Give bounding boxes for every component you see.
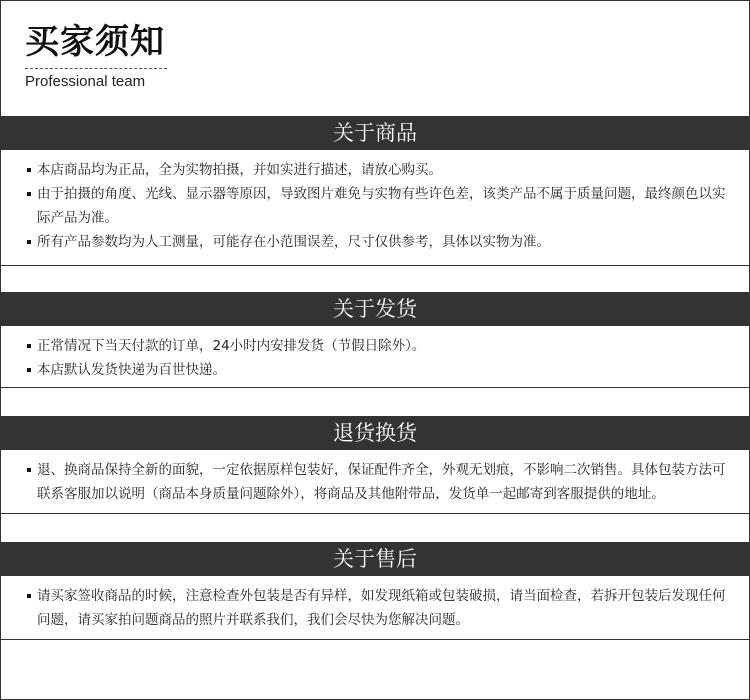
section-heading-product: 关于商品: [0, 116, 750, 150]
section-heading-shipping: 关于发货: [0, 292, 750, 326]
list-item: 由于拍摄的角度、光线、显示器等原因，导致图片难免与实物有些许色差，该类产品不属于质量问题，最终颜色以实际产品为准。: [27, 182, 727, 230]
list-item: 正常情况下当天付款的订单，24小时内安排发货（节假日除外）。: [27, 334, 727, 358]
section-aftersales: [0, 542, 750, 640]
section-body-returns: [0, 450, 750, 514]
list-item: 退、换商品保持全新的面貌，一定依据原样包装好，保证配件齐全，外观无划痕，不影响二次销售。具体包装方法可联系客服加以说明（商品本身质量问题除外），将商品及其他附带品，发货单一起邮寄到客服提供的地址。: [27, 458, 727, 506]
section-body-aftersales: [0, 576, 750, 640]
brand-subtitle: Professional team: [25, 73, 146, 90]
brand-title: 买家须知: [25, 22, 165, 62]
list-item: 本店默认发货快递为百世快递。: [27, 358, 727, 382]
section-body-shipping: [0, 326, 750, 388]
list-item: 本店商品均为正品，全为实物拍摄，并如实进行描述，请放心购买。: [27, 158, 727, 182]
brand-divider: [25, 68, 167, 69]
section-body-product: [0, 150, 750, 266]
brand-block: [25, 22, 185, 90]
list-item: 所有产品参数均为人工测量，可能存在小范围误差，尺寸仅供参考，具体以实物为准。: [27, 230, 727, 254]
section-heading-returns: 退货换货: [0, 416, 750, 450]
section-product: [0, 116, 750, 266]
list-item: 请买家签收商品的时候，注意检查外包装是否有异样，如发现纸箱或包装破损，请当面检查，若拆开包装后发现任何问题，请买家拍问题商品的照片并联系我们，我们会尽快为您解决问题。: [27, 584, 727, 632]
section-shipping: [0, 292, 750, 388]
section-heading-aftersales: 关于售后: [0, 542, 750, 576]
section-returns: [0, 416, 750, 514]
